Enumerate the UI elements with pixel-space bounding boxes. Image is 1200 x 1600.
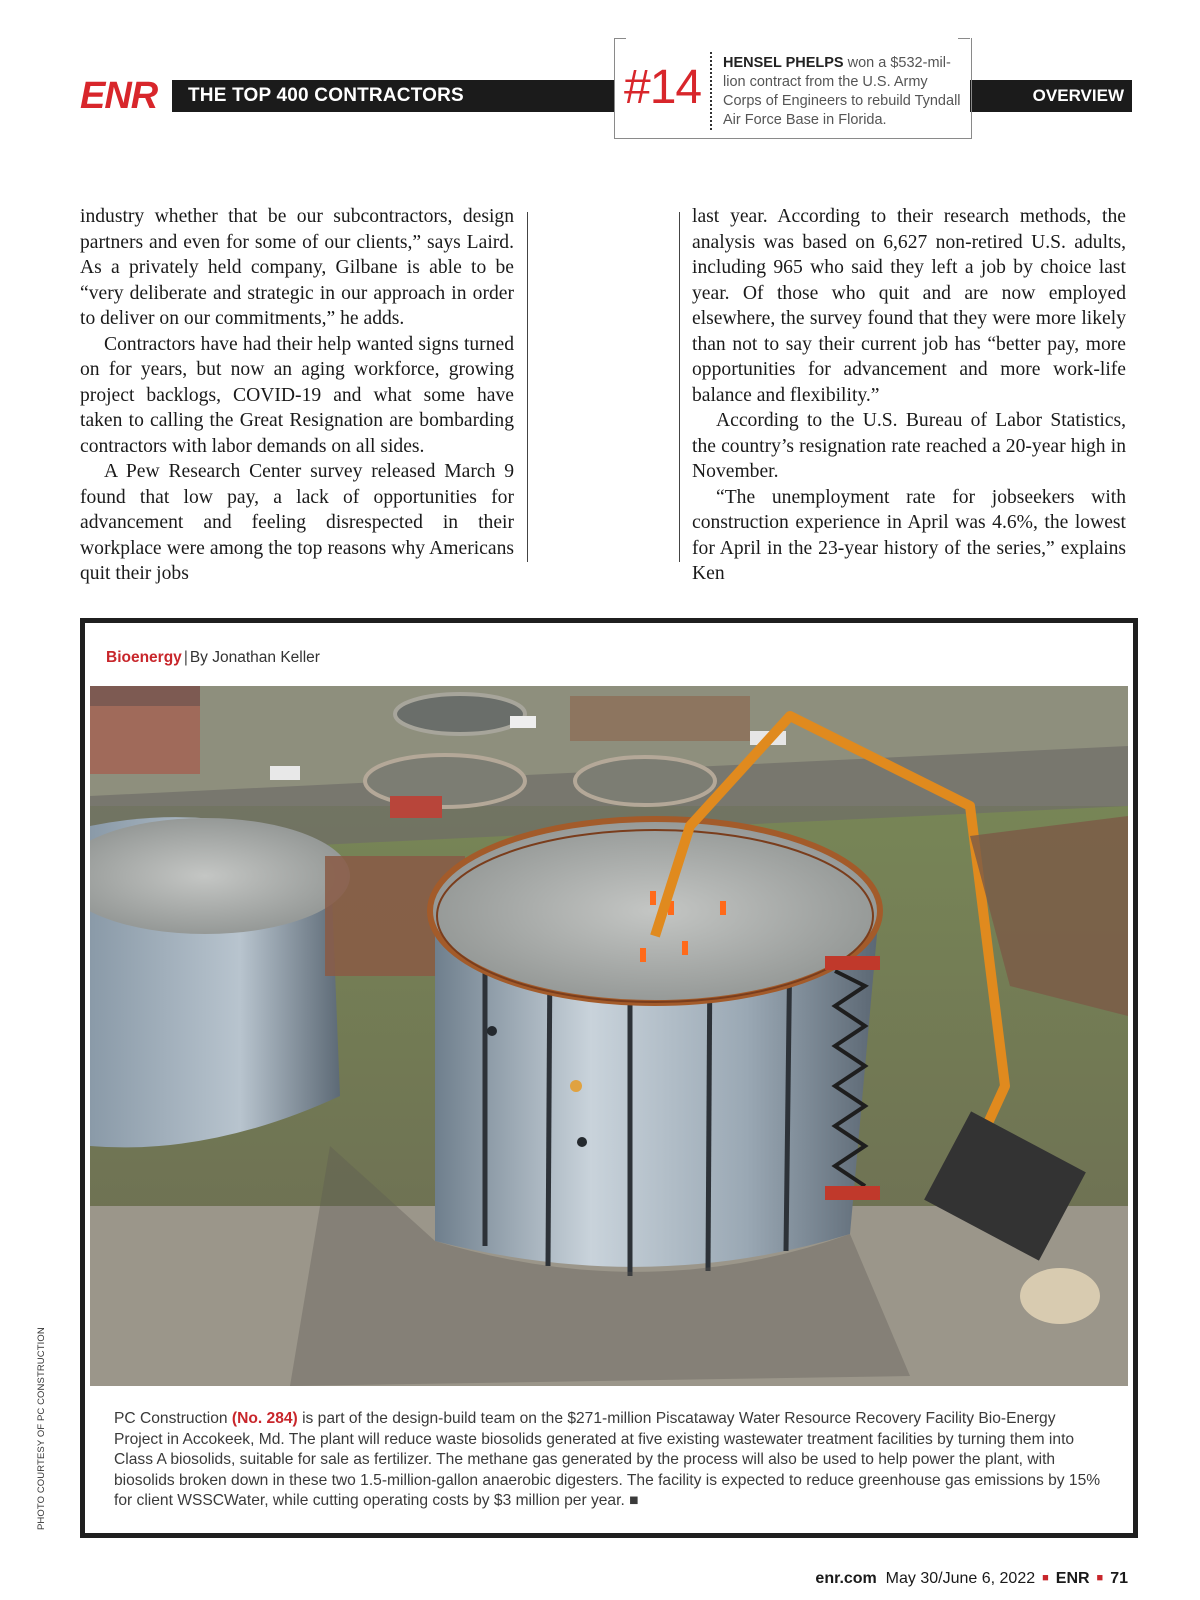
page-footer — [815, 1568, 1128, 1589]
footer-magazine: ENR — [1055, 1570, 1090, 1587]
article-column-left — [80, 204, 514, 587]
column-rule — [679, 212, 680, 562]
footer-site[interactable]: enr.com — [815, 1570, 877, 1587]
article-paragraph: industry whether that be our subcontractors, design partners and even for some of our clients,” says Laird. As a privately held company, Gilbane is able to be “very deliberate and strategic in our approach in order to deliver on our commitments,” he adds. — [80, 206, 514, 329]
article-column-right — [692, 204, 1126, 587]
digester-photo-illustration — [90, 686, 1128, 1386]
digester-photo[interactable] — [90, 686, 1128, 1386]
callout-body: won a $532-mil-lion contract from the U.S. Army Corps of Engineers to rebuild Tyndall Air Force Base in Florida. — [723, 55, 961, 128]
caption-body: is part of the design-build team on the $271-million Piscataway Water Resource Recovery Facility Bio-Energy Project in Accokeek, Md. The plant will reduce waste biosolids generated at five existing wastewater treatment facilities by turning them into Class A biosolids, suitable for sale as fertilizer. The methane gas generated by the process will also be used to help power the plant, with biosolids broken down in these two 1.5-million-gallon anaerobic digesters. The facility is expected to reduce greenhouse gas emissions by 15% for client WSSCWater, while cutting operating costs by $3 million per year. ■ — [114, 1410, 1101, 1509]
sidebar-kicker — [106, 648, 320, 668]
enr-logo[interactable]: ENR — [80, 76, 172, 116]
caption-lead: PC Construction — [114, 1410, 232, 1427]
footer-date: May 30/June 6, 2022 — [885, 1570, 1036, 1587]
section-label: OVERVIEW — [1032, 86, 1124, 105]
article-paragraph: Contractors have had their help wanted signs turned on for years, but now an aging workforce, growing project backlogs, COVID-19 and what some have taken to calling the Great Resignation are bombarding contractors with labor demands on all sides. — [80, 333, 514, 457]
callout-company: HENSEL PHELPS — [723, 55, 844, 71]
photo-caption — [114, 1409, 1108, 1512]
sidebar-topic: Bioenergy — [106, 649, 182, 666]
article-paragraph: “The unemployment rate for jobseekers with construction experience in April was 4.6%, the lowest for April in the 23-year history of the series,” explains Ken — [692, 486, 1126, 584]
article-paragraph: A Pew Research Center survey released March 9 found that low pay, a lack of opportunities for advancement and feeling disrespected in their workplace were among the top reasons why Americans quit their jobs — [80, 461, 514, 584]
caption-rank: (No. 284) — [231, 1410, 298, 1427]
section-title: THE TOP 400 CONTRACTORS — [188, 85, 464, 106]
callout-text — [723, 54, 963, 130]
column-rule — [527, 212, 528, 562]
callout-frame-corner — [614, 38, 626, 39]
callout-divider — [710, 52, 712, 130]
kicker-separator: | — [183, 649, 188, 666]
article-paragraph: last year. According to their research methods, the analysis was based on 6,627 non-retired U.S. adults, including 965 who said they left a job by choice last year. Of those who quit and are now employed elsewhere, the survey found that they were more likely than not to say their current job has “better pay, more opportunities for advancement and more work-life balance and flexibility.” — [692, 206, 1126, 406]
page-number: 71 — [1110, 1570, 1128, 1587]
bioenergy-sidebar — [80, 618, 1138, 1538]
callout-frame-corner — [958, 38, 970, 39]
sidebar-byline: By Jonathan Keller — [189, 649, 320, 666]
footer-square-icon: ■ — [1096, 1572, 1104, 1584]
photo-credit: PHOTO COURTESY OF PC CONSTRUCTION — [36, 1327, 47, 1530]
rank-number: #14 — [624, 61, 702, 114]
article-paragraph: According to the U.S. Bureau of Labor Statistics, the country’s resignation rate reached a 20-year high in November. — [692, 410, 1126, 482]
footer-square-icon: ■ — [1042, 1572, 1049, 1584]
